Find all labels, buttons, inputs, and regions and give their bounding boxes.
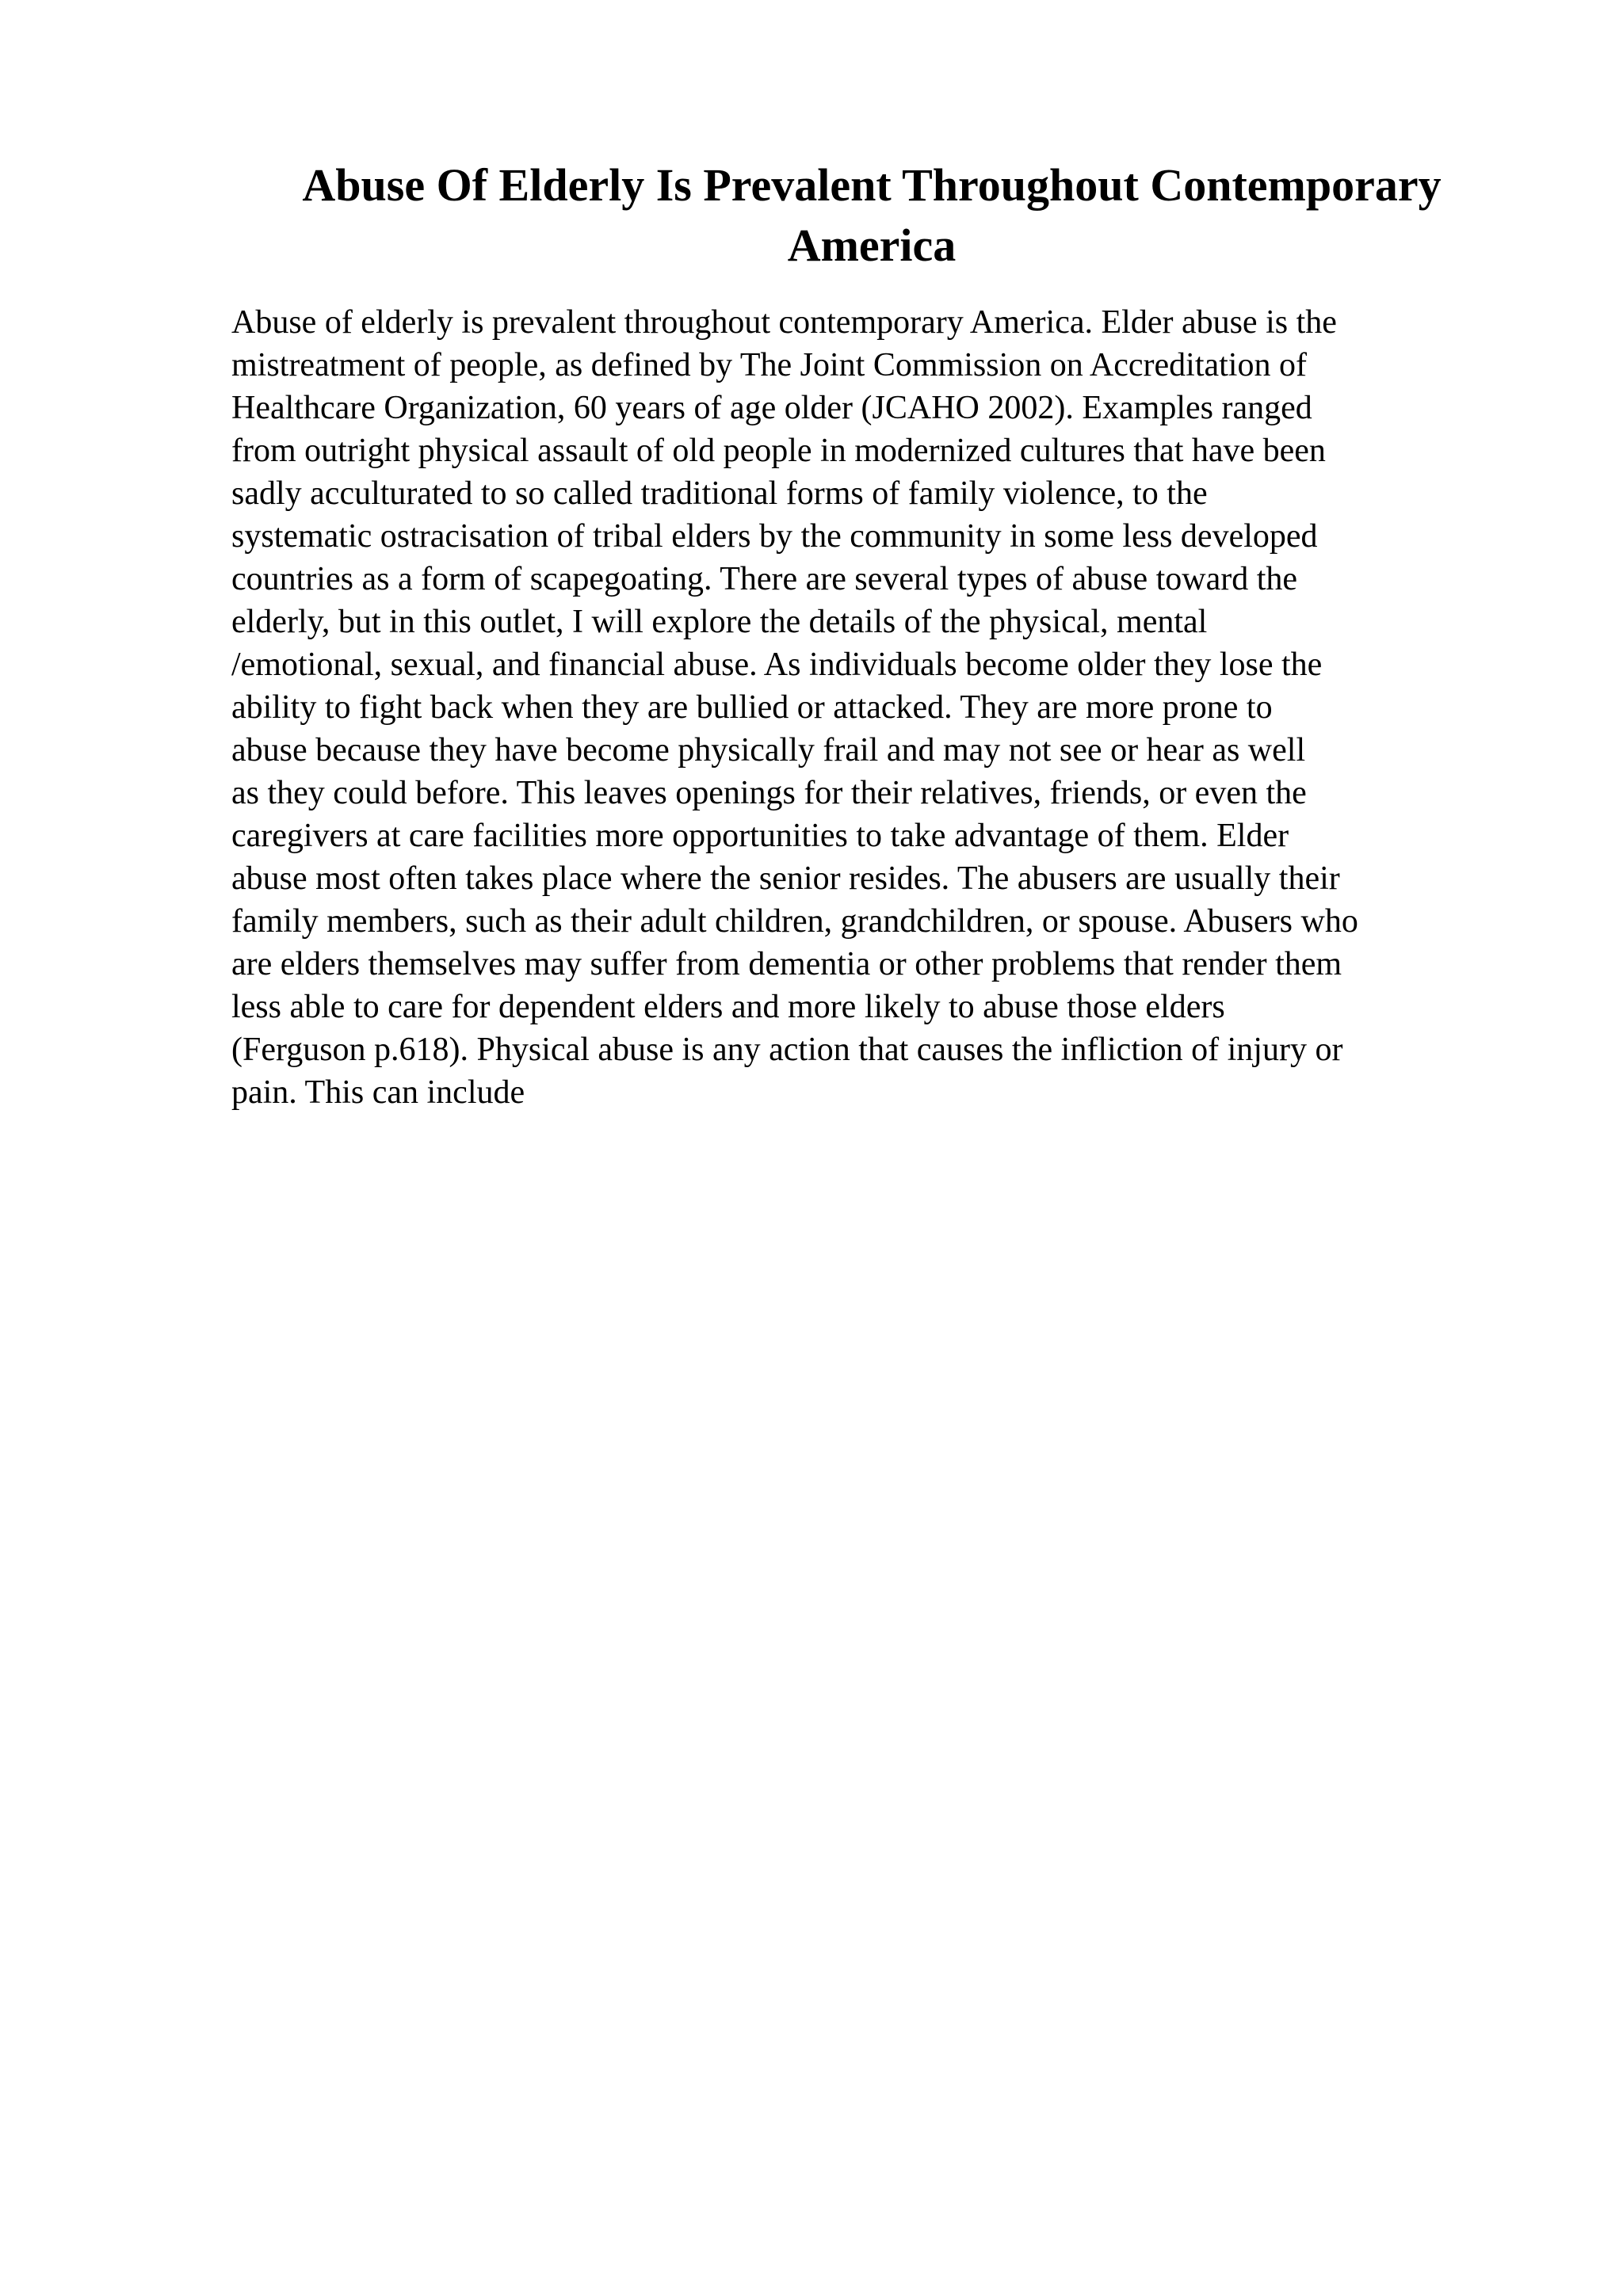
body-line: mistreatment of people, as defined by The Joint Commission on Accreditation of [231,347,1307,383]
body-line: sadly acculturated to so called traditional forms of family violence, to the [231,475,1208,512]
body-line: (Ferguson p.618). Physical abuse is any action that causes the infliction of injury or [231,1032,1343,1068]
body-line: /emotional, sexual, and financial abuse. As individuals become older they lose the [231,646,1323,683]
body-line: as they could before. This leaves openings for their relatives, friends, or even the [231,775,1307,811]
body-line: systematic ostracisation of tribal elders by the community in some less developed [231,518,1318,555]
body-line: abuse most often takes place where the senior resides. The abusers are usually their [231,860,1340,897]
body-line: from outright physical assault of old people in modernized cultures that have been [231,433,1326,469]
body-line: Abuse of elderly is prevalent throughout contemporary America. Elder abuse is the [231,304,1337,341]
body-line: caregivers at care facilities more opportunities to take advantage of them. Elder [231,818,1289,854]
body-line: ability to fight back when they are bullied or attacked. They are more prone to [231,689,1273,726]
body-paragraph [231,301,1499,1114]
body-line: pain. This can include [231,1074,525,1111]
body-line: Healthcare Organization, 60 years of age older (JCAHO 2002). Examples ranged [231,390,1312,426]
body-line: abuse because they have become physically frail and may not see or hear as well [231,732,1306,769]
body-line: are elders themselves may suffer from dementia or other problems that render them [231,946,1342,982]
body-line: elderly, but in this outlet, I will explore the details of the physical, mental [231,604,1208,640]
body-line: family members, such as their adult children, grandchildren, or spouse. Abusers who [231,903,1358,940]
body-line: less able to care for dependent elders and more likely to abuse those elders [231,989,1225,1025]
body-line: countries as a form of scapegoating. There are several types of abuse toward the [231,561,1298,597]
page-title: Abuse Of Elderly Is Prevalent Throughout Contemporary America [302,159,1442,271]
